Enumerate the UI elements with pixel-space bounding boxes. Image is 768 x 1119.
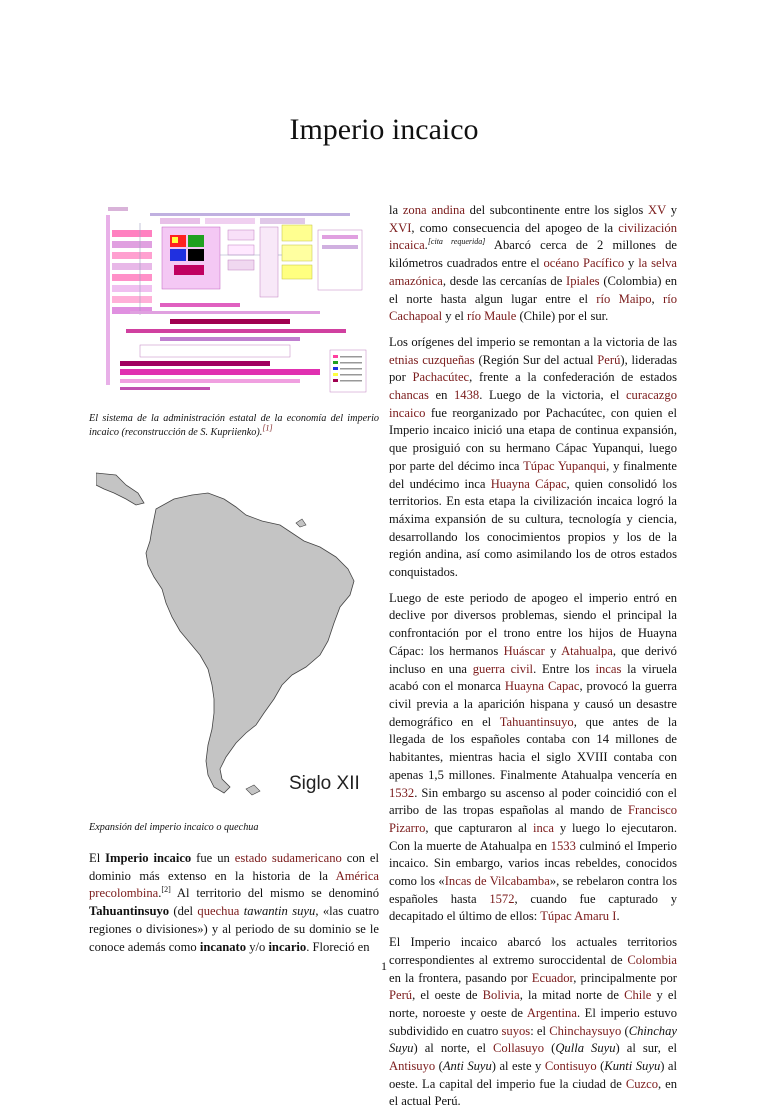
link-1572[interactable]: 1572 [489,891,515,906]
text-run: fue un [191,851,235,865]
expansion-map [96,463,379,813]
link-quechua[interactable]: quechua [197,904,240,919]
text-run: y [544,643,562,658]
text-run: , «las cuatro regiones o divisiones») y al periodo de su dominio se le conoce además como [89,904,379,954]
text-run: la [389,203,403,217]
link-estado-sudamericano[interactable]: estado sudamericano [234,851,342,865]
text-run: ) al sur, el [615,1041,678,1056]
text-run: ( [544,1041,556,1056]
map-label: Siglo XII [289,773,360,794]
link-río-cachapoal[interactable]: río Cachapoal [389,291,677,324]
link-océano-pacífico[interactable]: océano Pacífico [543,256,625,271]
text-run: , provocó la guerra civil previa a la aparición hispana y causó un desastre demográfico en el [389,679,677,729]
link-inca[interactable]: inca [533,820,554,835]
text-run: . Floreció en [306,939,370,954]
text-run: , quien consolidó los territorios. En esta etapa la civilización incaica logró la máxima expansión de su cultura, tecnología y ciencia, desarrollando los conocimientos propios y los de la región andina, así como asimilando los de otros estados conquistados. [389,476,678,580]
administration-diagram [100,205,368,395]
text-run: del subcontinente entre los siglos [464,203,648,217]
figure2-caption: Expansión del imperio incaico o quechua [89,822,259,833]
link-bolivia[interactable]: Bolivia [482,988,520,1003]
body-paragraph [389,590,677,926]
link-ipiales[interactable]: Ipiales [566,273,600,288]
text-run: . Sin embargo su ascenso al poder coincidió con el arribo de las tropas españolas al mando de [389,785,677,818]
link-guerra-civil[interactable]: guerra civil [472,661,534,676]
text-run: y el [442,309,467,324]
text-run: ) al norte, el [413,1041,493,1056]
link-huáscar[interactable]: Huáscar [503,643,545,658]
text-run: (Chile) por el sur. [516,309,609,324]
text-run: , cuando fue capturado y decapitado el último de ellos: [389,891,677,924]
text-run: tawantin suyu [243,904,316,919]
link-1532[interactable]: 1532 [389,785,415,800]
text-run: incanato [199,939,247,954]
text-run: ), lideradas por [389,352,677,385]
link-colombia[interactable]: Colombia [627,952,677,967]
text-run: Qulla Suyu [555,1041,616,1056]
link-huayna-cápac[interactable]: Huayna Cápac [490,476,567,491]
text-run: , que capturaron al [425,820,533,835]
link-1438[interactable]: 1438 [454,388,480,403]
text-run: y [665,203,677,217]
ref-1-link[interactable]: [1] [262,423,273,433]
text-run: culminó el Imperio incaico. Sin embargo, varios incas rebeldes, conocidos como los « [389,838,677,889]
text-run: (del [169,904,198,919]
link-suyos[interactable]: suyos [501,1023,531,1038]
text-run: y/o [246,939,269,954]
text-run: Kunti Suyu [604,1059,661,1074]
link-francisco-pizarro[interactable]: Francisco Pizarro [389,803,677,835]
link-chile[interactable]: Chile [624,988,652,1003]
text-run: : el [530,1023,550,1038]
text-run: en la frontera, pasando por [389,970,532,985]
text-run: Los orígenes del imperio se remontan a la victoria de las [389,334,677,349]
text-run: . El imperio estuvo subdividido en cuatro [389,1005,677,1038]
text-run: la viruela acabó con el monarca [389,661,677,694]
text-run: ( [596,1059,605,1074]
link-río-maule[interactable]: río Maule [467,309,517,324]
link-civilización-incaica[interactable]: civilización incaica [389,220,677,253]
link-xv[interactable]: XV [647,203,666,217]
text-run: Al territorio del mismo se denominó [170,886,379,901]
text-run: ( [621,1023,629,1038]
text-run: , la mitad norte de [519,988,625,1003]
text-run: , y finalmente del undécimo inca [389,458,678,491]
text-run: incario [268,939,307,954]
link-etnias-cuzqueñas[interactable]: etnias cuzqueñas [389,352,475,367]
text-run: Imperio incaico [105,851,192,865]
text-run: . Luego de la victoria, el [479,388,626,403]
figure1-caption-text: El sistema de la administración estatal de la economía del imperio incaico (reconstrucción de S. Kupriienko). [89,413,379,438]
text-run: », se rebelaron contra los españoles hasta [389,874,677,906]
link-xvi[interactable]: XVI [389,220,412,235]
ref-link[interactable]: [2] [161,885,171,895]
link-perú[interactable]: Perú [389,988,413,1003]
text-run: en [428,388,454,403]
link-atahualpa[interactable]: Atahualpa [561,643,613,658]
link-perú[interactable]: Perú [597,352,621,367]
text-run: . Entre los [533,661,596,676]
text-run: Luego de este periodo de apogeo el imperio entró en declive por diversos problemas, siendo el principal la confrontación por el trono entre los hijos de Huayna Cápac: los hermanos [389,590,677,658]
page-number: 1 [381,959,387,973]
link-cuzco[interactable]: Cuzco [625,1076,658,1091]
link-incas[interactable]: incas [595,661,622,676]
link-incas-de-vilcabamba[interactable]: Incas de Vilcabamba [444,874,550,889]
text-run: . [424,238,428,253]
page-title: Imperio incaico [289,113,479,146]
body-paragraph [389,202,677,326]
text-run: . [158,886,162,901]
text-run: ) al este y [491,1059,545,1074]
link-chinchaysuyo[interactable]: Chinchaysuyo [549,1023,622,1038]
text-run: , desde las cercanías de [442,273,567,288]
link-tahuantinsuyo[interactable]: Tahuantinsuyo [499,714,574,729]
link-collasuyo[interactable]: Collasuyo [493,1041,545,1056]
right-column [389,202,677,1119]
link-túpac-amaru-i[interactable]: Túpac Amaru I [540,909,617,924]
link-túpac-yupanqui[interactable]: Túpac Yupanqui [523,458,607,473]
text-run: , frente a la confederación de estados [469,370,677,385]
text-run: con el dominio más extenso en la historia de la [89,851,379,883]
text-run: . [616,909,620,924]
text-run: , que derivó incluso en una [389,643,677,676]
link-la-selva-amazónica[interactable]: la selva amazónica [389,256,677,288]
text-run: El Imperio incaico abarcó los actuales territorios correspondientes al extremo suroccidental de [389,935,677,967]
link-américa-precolombina[interactable]: América precolombina [89,868,379,901]
link-antisuyo[interactable]: Antisuyo [389,1059,436,1074]
link-huayna-capac[interactable]: Huayna Capac [504,679,580,694]
text-run: , principalmente por [573,970,677,985]
text-run: (Colombia) en el norte hasta algun lugar entre el [389,273,677,306]
figure1-caption [89,412,379,440]
text-run: ) al oeste. La capital del imperio fue la ciudad de [389,1059,678,1091]
text-run: y el norte, noroeste y oeste de [389,988,678,1020]
link-río-maipo[interactable]: río Maipo [596,291,652,306]
text-run: Abarcó cerca de 2 millones de kilómetros cuadrados entre el [389,238,677,271]
south-america-map [96,463,379,813]
link-argentina[interactable]: Argentina [526,1005,577,1020]
text-run: (Región Sur del actual [474,352,598,367]
text-run: El [89,851,106,865]
text-run: y [624,256,639,271]
link-ecuador[interactable]: Ecuador [531,970,574,985]
text-run: Chinchay Suyu [389,1023,677,1056]
text-run: Anti Suyu [442,1059,492,1074]
link-zona-andina[interactable]: zona andina [402,203,465,217]
text-run: Tahuantinsuyo [89,904,170,919]
text-run: , [651,291,663,306]
text-run: , que antes de la llegada de los españoles contaba con 14 millones de habitantes, mientras hacia el siglo XVIII contaba con apenas 1,5 millones. Finalmente Atahualpa vencería en [389,714,677,782]
link-curacazgo-incaico[interactable]: curacazgo incaico [389,388,677,420]
text-run: ( [435,1059,443,1074]
citation-needed: [cita requerida] [427,237,486,247]
text-run: , como consecuencia del apogeo de la [411,220,619,235]
link-chancas[interactable]: chancas [389,388,429,403]
text-run: , en el actual Perú. [389,1076,678,1109]
link-1533[interactable]: 1533 [550,838,576,853]
link-contisuyo[interactable]: Contisuyo [544,1059,597,1074]
text-run: , el oeste de [412,988,483,1003]
intro-paragraph [89,850,379,956]
text-run: fue reorganizado por Pachacútec, con quien el Imperio incaico inició una etapa de continua expansión, que prosiguió con su hermano Cápac Yupanqui, luego por parte del décimo inca [389,405,677,473]
link-pachacútec[interactable]: Pachacútec [412,370,470,385]
text-run: y luego lo ejecutaron. Con la muerte de Atahualpa en [389,820,677,853]
body-paragraph [389,334,677,582]
